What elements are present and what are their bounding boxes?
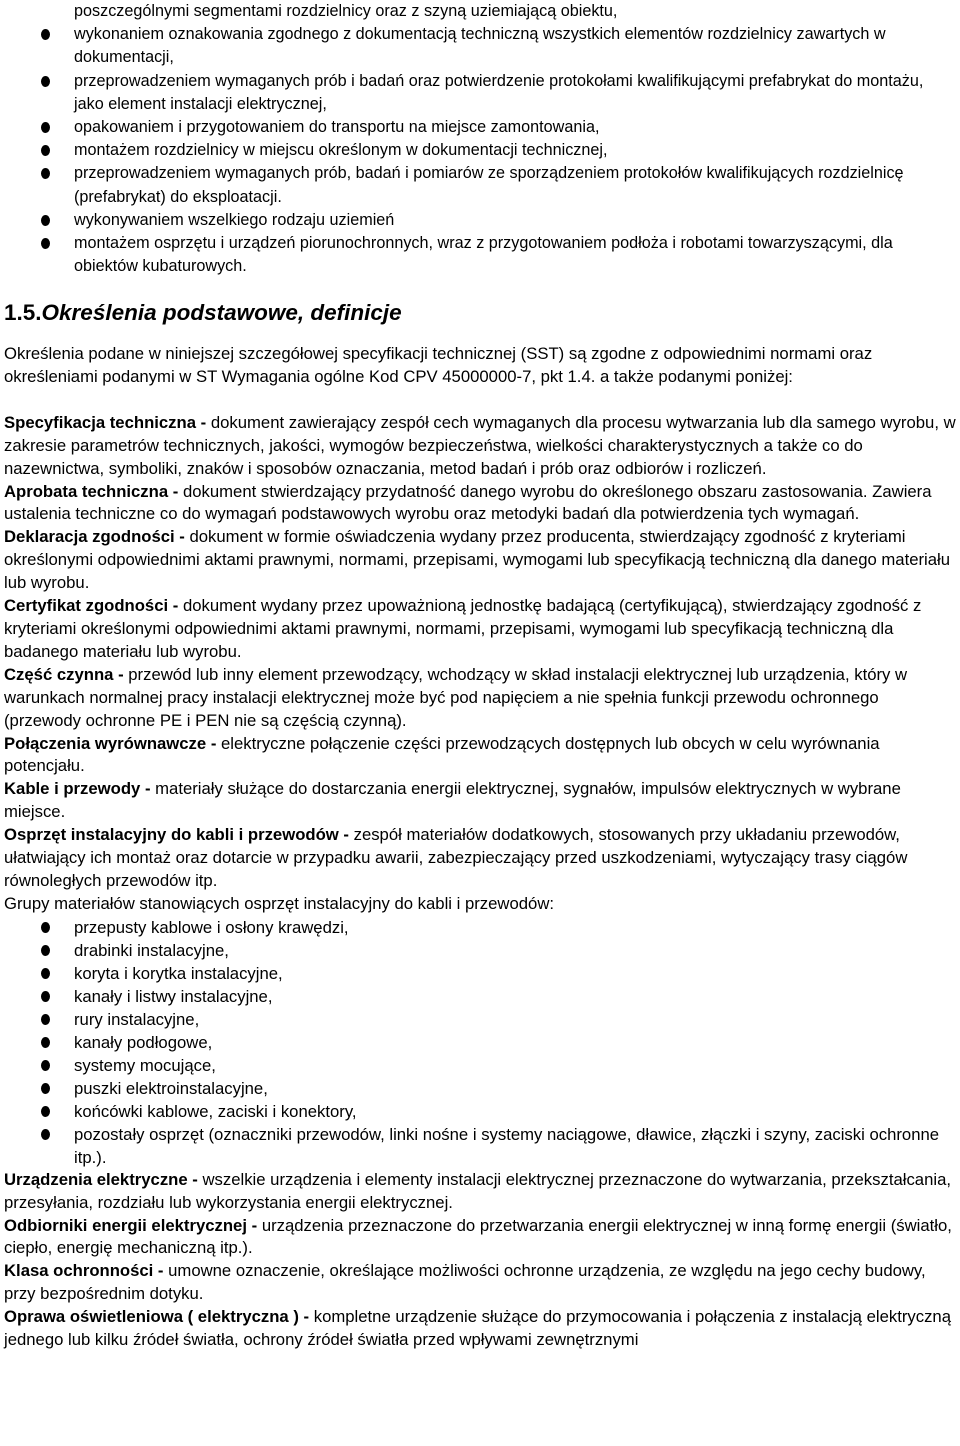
list-item xyxy=(4,916,956,939)
list-item xyxy=(4,985,956,1008)
definition-paragraph xyxy=(4,526,956,595)
list-item xyxy=(4,962,956,985)
list-item-text: koryta i korytka instalacyjne, xyxy=(74,963,283,983)
definition-paragraph xyxy=(4,778,956,824)
list-item xyxy=(4,1031,956,1054)
definition-term: Deklaracja zgodności - xyxy=(4,527,190,547)
definition-term: Specyfikacja techniczna - xyxy=(4,412,211,432)
list-item xyxy=(0,116,955,139)
list-item-text: końcówki kablowe, zaciski i konektory, xyxy=(74,1101,357,1121)
accessory-group-list xyxy=(4,916,956,1169)
list-item-text: przepusty kablowe i osłony krawędzi, xyxy=(74,917,349,937)
definition-paragraph xyxy=(4,733,956,779)
list-item xyxy=(4,1077,956,1100)
bullet-icon xyxy=(41,29,50,40)
definition-text: umowne oznaczenie, określające możliwości ochronne urządzenia, ze względu na jego cechy budowy, przy bezpośrednim dotyku. xyxy=(4,1261,926,1304)
definition-term: Część czynna - xyxy=(4,664,129,684)
paragraph-gap xyxy=(4,389,956,412)
definition-text: kompletne urządzenie służące do przymocowania i połączenia z instalacją elektryczną jednego lub kilku źródeł światła, ochrony źródeł światła przed wpływami zewnętrznymi xyxy=(4,1307,951,1350)
scope-bullet-list xyxy=(0,0,955,278)
list-item-text: wykonywaniem wszelkiego rodzaju uziemień xyxy=(74,210,395,229)
definition-term: Kable i przewody - xyxy=(4,779,156,799)
definition-paragraph xyxy=(4,1215,956,1261)
list-item-text: rury instalacyjne, xyxy=(74,1009,200,1029)
list-item-text: pozostały osprzęt (oznaczniki przewodów, linki nośne i systemy naciągowe, dławice, złączki i szyny, zaciski ochronne itp.). xyxy=(74,1124,940,1167)
list-item-text: kanały i listwy instalacyjne, xyxy=(74,986,273,1006)
section-intro: Określenia podane w niniejszej szczegółowej specyfikacji technicznej (SST) są zgodne z odpowiednimi normami oraz określeniami podanymi w ST Wymagania ogólne Kod CPV 45000000-7, pkt 1.4. a także podanymi poniżej: xyxy=(4,344,873,386)
list-item xyxy=(0,0,955,23)
list-item xyxy=(0,70,955,116)
definition-term: Połączenia wyrównawcze - xyxy=(4,733,222,753)
list-item xyxy=(4,1054,956,1077)
definition-term: Osprzęt instalacyjny do kabli i przewodów - xyxy=(4,825,354,845)
bullet-icon xyxy=(41,168,50,179)
definition-term: Klasa ochronności - xyxy=(4,1261,169,1281)
list-item xyxy=(0,232,955,278)
list-item-text: opakowaniem i przygotowaniem do transportu na miejsce zamontowania, xyxy=(74,118,600,137)
definitions-body xyxy=(4,343,956,1352)
definition-paragraph xyxy=(4,595,956,664)
list-item-text: wykonaniem oznakowania zgodnego z dokumentacją techniczną wszystkich elementów rozdzielnicy zawartych w dokumentacji, xyxy=(74,25,886,67)
definition-paragraph xyxy=(4,1260,956,1306)
definition-paragraph xyxy=(4,481,956,527)
list-item-text: montażem rozdzielnicy w miejscu określonym w dokumentacji technicznej, xyxy=(74,141,608,160)
bullet-icon xyxy=(41,1106,50,1117)
definition-text: urządzenia przeznaczone do przetwarzania energii elektrycznej w inną formę energii (światło, ciepło, energię mechaniczną itp.). xyxy=(4,1215,952,1258)
list-item-text: drabinki instalacyjne, xyxy=(74,940,229,960)
definition-paragraph xyxy=(4,664,956,733)
definitions-list-a xyxy=(4,412,956,893)
list-item xyxy=(0,139,955,162)
list-item xyxy=(0,23,955,69)
list-item xyxy=(4,1008,956,1031)
bullet-icon xyxy=(41,76,50,87)
definition-text: dokument w formie oświadczenia wydany przez producenta, stwierdzający zgodność z kryteriami określonymi odpowiednimi aktami prawnymi, normami, przepisami, wymogami lub specyfikacją techniczną dla danego materiału lub wyrobu. xyxy=(4,527,951,593)
list-item xyxy=(0,209,955,232)
definitions-list-b xyxy=(4,1169,956,1352)
bullet-icon xyxy=(41,1083,50,1094)
bullet-icon xyxy=(41,122,50,133)
list-item xyxy=(0,162,955,208)
definition-term: Certyfikat zgodności - xyxy=(4,596,183,616)
definition-text: dokument zawierający zespół cech wymaganych dla procesu wytwarzania lub dla samego wyrobu, w zakresie parametrów technicznych, jakości, wymogów bezpieczeństwa, wielkości charakterystycznych a także co do nazewnictwa, symboliki, znaków i sposobów oznaczania, metod badań i prób oraz odbiorów i rozliczeń. xyxy=(4,412,956,478)
definition-text: elektryczne połączenie części przewodzących dostępnych lub obcych w celu wyrównania potencjału. xyxy=(4,733,880,776)
bullet-icon xyxy=(41,145,50,156)
section-number: 1.5. xyxy=(4,300,42,325)
section-title: Określenia podstawowe, definicje xyxy=(41,300,402,325)
bullet-icon xyxy=(41,238,50,249)
list-item-text: montażem osprzętu i urządzeń piorunochronnych, wraz z przygotowaniem podłoża i robotami towarzyszącymi, dla obiektów kubaturowych. xyxy=(74,234,893,276)
definition-text: zespół materiałów dodatkowych, stosowanych przy układaniu przewodów, ułatwiający ich montaż oraz dotarcie w przypadku awarii, zabezpieczający przed uszkodzeniami, wytyczający trasy ciągów równoległych przewodów itp. xyxy=(4,825,908,890)
definition-term: Aprobata techniczna - xyxy=(4,481,183,501)
list-item xyxy=(4,1123,956,1169)
bullet-icon xyxy=(41,1129,50,1140)
bullet-icon xyxy=(41,215,50,226)
bullet-icon xyxy=(41,968,50,979)
list-item xyxy=(4,939,956,962)
definition-term: Urządzenia elektryczne - xyxy=(4,1169,203,1189)
definition-text: materiały służące do dostarczania energii elektrycznej, sygnałów, impulsów elektrycznych w wybrane miejsce. xyxy=(4,779,901,822)
definition-term: Oprawa oświetleniowa ( elektryczna ) - xyxy=(4,1307,314,1327)
definition-term: Odbiorniki energii elektrycznej - xyxy=(4,1215,262,1235)
bullet-icon xyxy=(41,1037,50,1048)
list-item-text: przeprowadzeniem wymaganych prób i badań oraz potwierdzenie protokołami kwalifikującymi prefabrykat do montażu, jako element instalacji elektrycznej, xyxy=(74,71,924,113)
list-item-text: przeprowadzeniem wymaganych prób, badań i pomiarów ze sporządzeniem protokołów kwalifikujących rozdzielnicę (prefabrykat) do eksploatacji. xyxy=(74,164,904,206)
definition-text: dokument wydany przez upoważnioną jednostkę badającą (certyfikującą), stwierdzający zgodność z kryteriami określonymi odpowiednimi aktami prawnymi, normami, przepisami, wymogami lub specyfikacją techniczną dla badanego materiału lub wyrobu. xyxy=(4,596,922,661)
list-item-text: puszki elektroinstalacyjne, xyxy=(74,1078,268,1098)
definition-text: dokument stwierdzający przydatność danego wyrobu do określonego obszaru zastosowania. Zawiera ustalenia techniczne co do wymagań podstawowych wyrobu oraz metodyki badań dla potwierdzenia tych wymagań. xyxy=(4,481,932,524)
bullet-icon xyxy=(41,945,50,956)
bullet-icon xyxy=(41,1060,50,1071)
definition-paragraph xyxy=(4,824,956,893)
section-heading xyxy=(4,300,402,326)
group-intro: Grupy materiałów stanowiących osprzęt instalacyjny do kabli i przewodów: xyxy=(4,893,555,913)
list-item-text: kanały podłogowe, xyxy=(74,1032,213,1052)
definition-paragraph xyxy=(4,1169,956,1215)
bullet-icon xyxy=(41,1014,50,1025)
list-item-text: systemy mocujące, xyxy=(74,1055,216,1075)
definition-paragraph xyxy=(4,1306,956,1352)
definition-paragraph xyxy=(4,412,956,481)
bullet-icon xyxy=(41,922,50,933)
definition-text: wszelkie urządzenia i elementy instalacji elektrycznej przeznaczone do wytwarzania, przekształcania, przesyłania, rozdziału lub wykorzystania energii elektrycznej. xyxy=(4,1169,951,1212)
bullet-icon xyxy=(41,991,50,1002)
list-item-text: poszczególnymi segmentami rozdzielnicy oraz z szyną uziemiającą obiektu, xyxy=(74,2,618,20)
definition-text: przewód lub inny element przewodzący, wchodzący w skład instalacji elektrycznej lub urządzenia, który w warunkach normalnej pracy instalacji elektrycznej może być pod napięciem a nie spełnia funkcji przewodu ochronnego (przewody ochronne PE i PEN nie są częścią czynną). xyxy=(4,664,908,730)
list-item xyxy=(4,1100,956,1123)
